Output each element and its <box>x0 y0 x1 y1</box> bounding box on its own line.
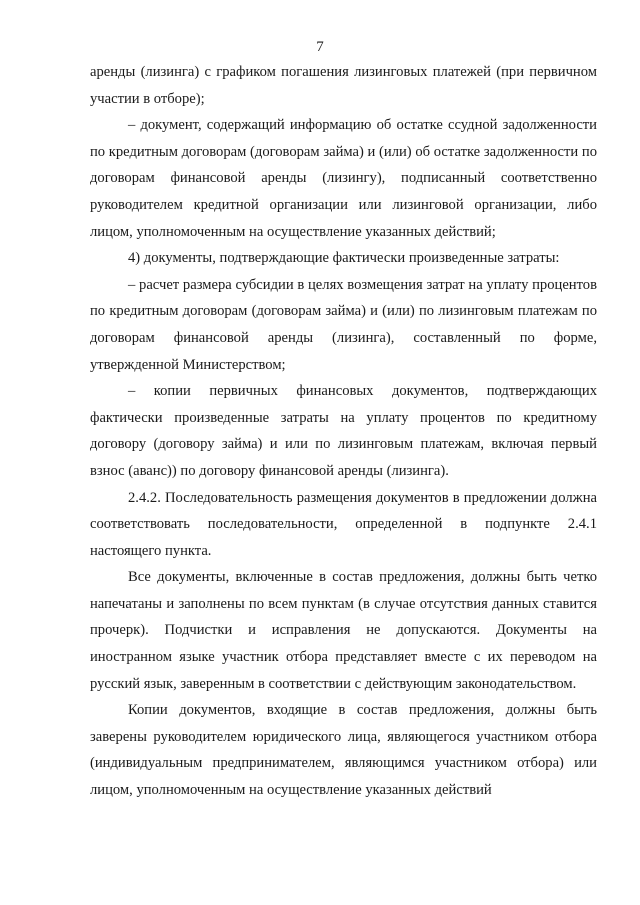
paragraph-copies-certification: Копии документов, входящие в состав предложения, должны быть заверены руководителем юридического лица, являющегося участником отбора (индивидуальным предпринимателем, являющимся участником отбора) или лицом, уполномоченным на осуществление указанных действий <box>90 702 597 799</box>
paragraph-lease-schedule: аренды (лизинга) с графиком погашения лизинговых платежей (при первичном участии в отборе); <box>90 64 597 107</box>
paragraph-primary-financial-docs: – копии первичных финансовых документов, подтверждающих фактически произведенные затраты на уплату процентов по кредитному договору (договору займа) и или по лизинговым платежам, включая первый взнос (аванс)) по договору финансовой аренды (лизинга). <box>90 383 597 479</box>
paragraph-debt-balance-document: – документ, содержащий информацию об остатке ссудной задолженности по кредитным договорам (договорам займа) и (или) об остатке задолженности по договорам финансовой аренды (лизингу), подписанный соответственно руководителем кредитной организации или лизинговой организации, либо лицом, уполномоченным на осуществление указанных действий; <box>90 117 597 240</box>
page-number: 7 <box>316 39 324 55</box>
paragraph-actual-costs-heading: 4) документы, подтверждающие фактически произведенные затраты: <box>128 250 560 267</box>
paragraph-document-requirements: Все документы, включенные в состав предложения, должны быть четко напечатаны и заполнены по всем пунктам (в случае отсутствия данных ставится прочерк). Подчистки и исправления не допускаются. Документы на иностранном языке участник отбора представляет вместе с их переводом на русский язык, заверенным в соответствии с действующим законодательством. <box>90 569 597 692</box>
document-body <box>90 59 597 804</box>
paragraph-2-4-2: 2.4.2. Последовательность размещения документов в предложении должна соответствовать последовательности, определенной в подпункте 2.4.1 настоящего пункта. <box>90 489 597 559</box>
paragraph-subsidy-calculation: – расчет размера субсидии в целях возмещения затрат на уплату процентов по кредитным договорам (договорам займа) и (или) по лизинговым платежам по договорам финансовой аренды (лизинга), составленный по форме, утвержденной Министерством; <box>90 276 597 373</box>
